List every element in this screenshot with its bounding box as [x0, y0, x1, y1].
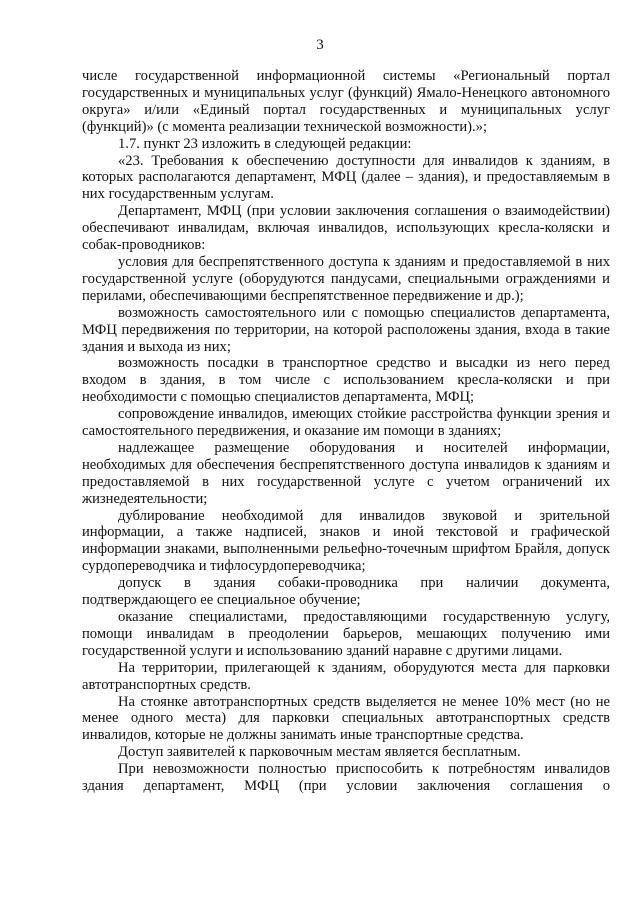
paragraph: дублирование необходимой для инвалидов звуковой и зрительной информации, а также надписей, знаков и иной текстовой и графической информации знаками, выполненными рельефно-точечным шрифтом Брайля, допуск сурдопереводчика и тифлосурдопереводчика; [82, 507, 610, 575]
document-body [82, 68, 610, 795]
paragraph: сопровождение инвалидов, имеющих стойкие расстройства функции зрения и самостоятельного передвижения, и оказание им помощи в зданиях; [82, 406, 610, 440]
paragraph: допуск в здания собаки-проводника при наличии документа, подтверждающего ее специальное обучение; [82, 575, 610, 609]
paragraph: «23. Требования к обеспечению доступности для инвалидов к зданиям, в которых располагаются департамент, МФЦ (далее – здания), и предоставляемым в них государственным услугам. [82, 152, 610, 203]
paragraph: Департамент, МФЦ (при условии заключения соглашения о взаимодействии) обеспечивают инвалидам, включая инвалидов, использующих кресла-коляски и собак-проводников: [82, 203, 610, 254]
paragraph: На территории, прилегающей к зданиям, оборудуются места для парковки автотранспортных средств. [82, 659, 610, 693]
page-number: 3 [316, 37, 324, 53]
paragraph: На стоянке автотранспортных средств выделяется не менее 10% мест (но не менее одного места) для парковки специальных автотранспортных средств инвалидов, которые не должны занимать иные транспортные средства. [82, 693, 610, 744]
paragraph: Доступ заявителей к парковочным местам является бесплатным. [118, 744, 521, 761]
paragraph: числе государственной информационной системы «Региональный портал государственных и муниципальных услуг (функций) Ямало-Ненецкого автономного округа» и/или «Единый портал государственных и муниципальных услуг (функций)» (с момента реализации технической возможности).»; [82, 68, 610, 135]
paragraph: 1.7. пункт 23 изложить в следующей редакции: [118, 135, 412, 152]
paragraph: возможность посадки в транспортное средство и высадки из него перед входом в здания, в том числе с использованием кресла-коляски и при необходимости с помощью специалистов департамента, МФЦ; [82, 355, 610, 406]
paragraph: надлежащее размещение оборудования и носителей информации, необходимых для обеспечения беспрепятственного доступа инвалидов к зданиям и предоставляемой в них государственной услуге с учетом ограничений их жизнедеятельности; [82, 439, 610, 507]
paragraph: возможность самостоятельного или с помощью специалистов департамента, МФЦ передвижения по территории, на которой расположены здания, входа в такие здания и выхода из них; [82, 304, 610, 355]
paragraph: оказание специалистами, предоставляющими государственную услугу, помощи инвалидам в преодолении барьеров, мешающих получению ими государственной услуги и использованию зданий наравне с другими лицами. [82, 609, 610, 659]
paragraph: При невозможности полностью приспособить к потребностям инвалидов здания департамент, МФЦ (при условии заключения соглашения о [82, 761, 610, 795]
paragraph: условия для беспрепятственного доступа к зданиям и предоставляемой в них государственной услуге (оборудуются пандусами, специальными ограждениями и перилами, обеспечивающими беспрепятственное передвижение и др.); [82, 253, 610, 304]
